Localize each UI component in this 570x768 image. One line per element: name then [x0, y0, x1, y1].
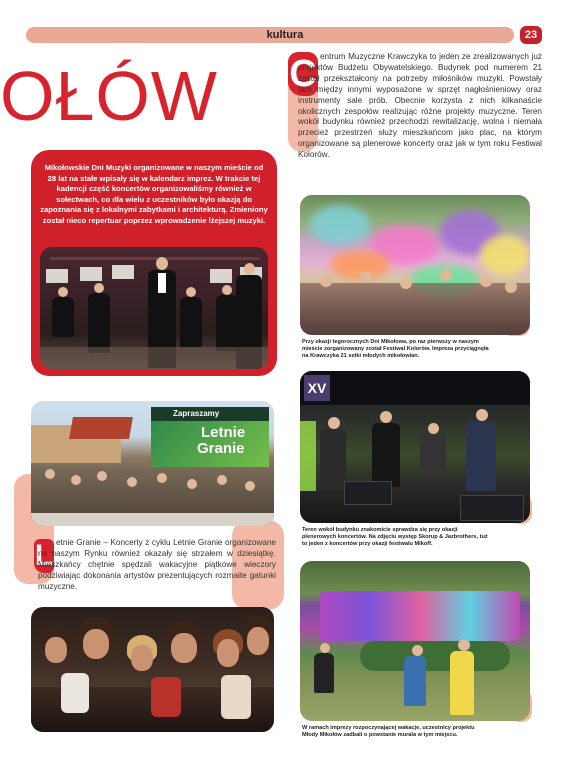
- festival-of-colors-photo: [300, 195, 530, 335]
- letnie-banner-title-1: Letnie: [201, 424, 246, 441]
- mural-caption: W ramach imprezy rozpoczynającej wakacje, uczestnicy projektu Młody Mikołów zadbali o powstanie murala w tym miejscu.: [302, 725, 475, 739]
- article-top-text: entrum Muzyczne Krawczyka to jeden ze zrealizowanych już projektów Budżetu Obywatelskiego. Budynek pod numerem 21 został przekształcony na potrzeby miłośników muzyki. Powstały tam między innymi wyposażone w sprzęt nagłośnieniowy oraz instrumenty sale prób. Obecnie korzysta z nich kilkanaście okolicznych zespołów realizując różne projekty muzyczne. Teren wokół budynku również przechodzi rewitalizację, wolna i niemała przecież przestrzeń służy mieszkańcom jako plac, na którym organizowane są plenerowe koncerty oraz jak w tym roku Festiwal Kolorów.: [298, 52, 542, 160]
- festival-caption: Przy okazji tegorocznych Dni Mikołowa, po raz pierwszy w naszym mieście zorganizowany został Festiwal Kolorów. Impreza przyciągnęła na Krawczyka 21 setki młodych mikołowian.: [302, 339, 489, 360]
- section-label: kultura: [266, 29, 304, 41]
- letnie-granie-photo: [31, 401, 274, 526]
- letnie-banner-top: Zapraszamy: [151, 407, 269, 421]
- dropcap-c: C: [289, 53, 317, 95]
- headline-fragment: OŁÓW: [0, 57, 218, 135]
- stage-concert-photo: [300, 371, 530, 523]
- dropcap-l: L: [34, 539, 54, 572]
- article-bottom-text: etnie Granie – Koncerty z cyklu Letnie Granie organizowane na naszym Rynku również okazały się strzałem w dziesiątkę. Mieszkańcy chętnie spędzali wakacyjne piątkowe wieczory podziwiając dokonania artystów prezentujących rozmaite gatunki muzyczne.: [38, 538, 276, 591]
- stage-caption: Teren wokół budynku znakomicie sprawdza się przy okazji plenerowych koncertów. Na zdjęciu występ Skorup & Jazbrothers, tuż to jeden z koncertów przy okazji festiwalu Mikoff.: [302, 527, 488, 548]
- stage-banner: XV: [304, 375, 330, 401]
- mural-photo: [300, 561, 530, 721]
- page-number: 23: [520, 26, 542, 44]
- orchestra-photo: [40, 247, 268, 369]
- intro-text: Mikołowskie Dni Muzyki organizowane w naszym mieście od 28 lat na stałe wpisały się w kalendarz imprez. W trakcie tej kadencji część koncertów organizowaliśmy również w sołectwach, co dla wielu z uczestników było okazją do zapoznania się z lokalnymi zabytkami i architekturą. Zmieniony został nieco repertuar poprzez wprowadzenie lżejszej muzyki.: [40, 163, 268, 225]
- crowd-photo: [31, 607, 274, 732]
- letnie-banner-title-2: Granie: [197, 440, 245, 457]
